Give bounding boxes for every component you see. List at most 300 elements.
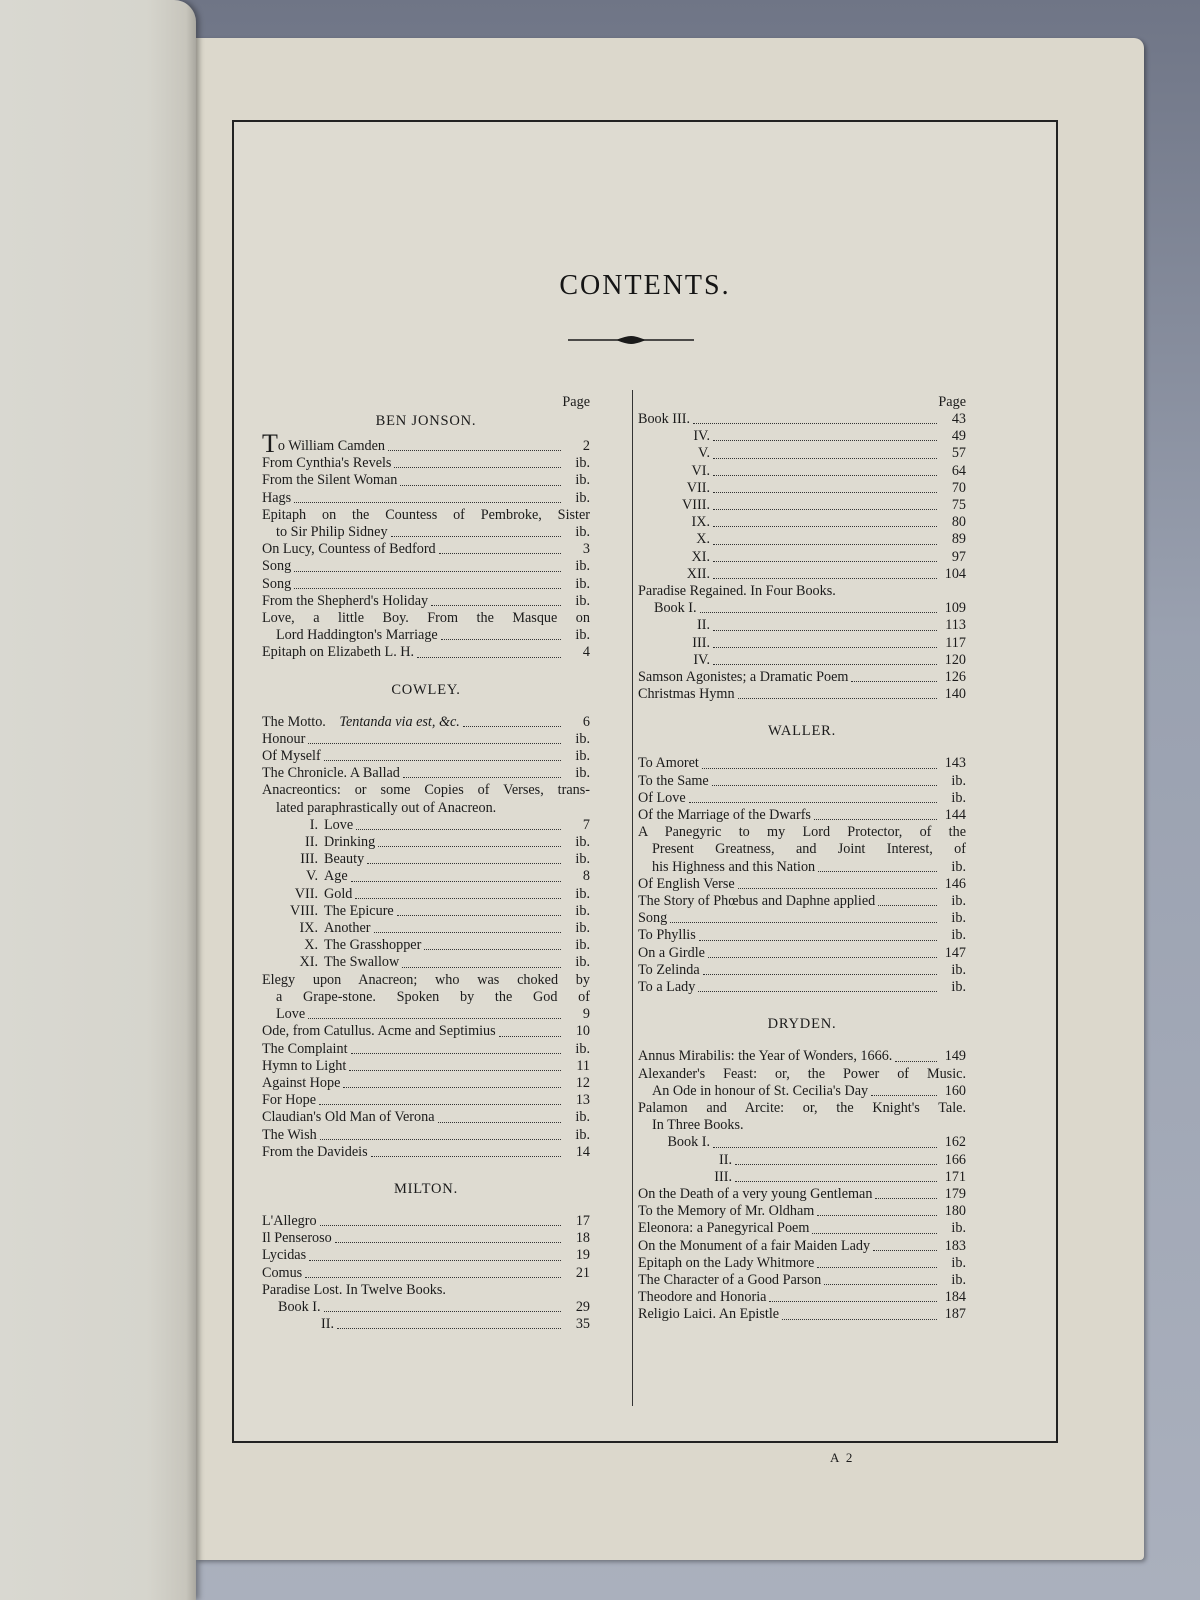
entry-page-number: 70: [951, 479, 966, 496]
dot-leader: [355, 895, 561, 899]
entry-title: Lycidas: [262, 1247, 307, 1264]
dot-leader: [735, 1161, 937, 1165]
entry-title-line: Love, a little Boy. From the Masque on: [262, 610, 590, 627]
dot-leader: [367, 860, 561, 864]
entry-title: III.: [692, 634, 710, 651]
entry-title: XII.: [686, 565, 710, 582]
toc-entry: [262, 920, 590, 937]
dot-leader: [294, 585, 561, 589]
contents-column-left: [262, 394, 590, 1333]
entry-page-number: ib.: [575, 748, 590, 765]
entry-title: V.: [698, 445, 710, 462]
page-title: CONTENTS.: [559, 270, 731, 301]
dot-leader: [878, 902, 937, 906]
entry-page-number: 109: [944, 600, 966, 617]
toc-entry: [262, 524, 590, 541]
entry-title: Epitaph on Elizabeth L. H.: [262, 644, 415, 661]
entry-title: L'Allegro: [262, 1212, 317, 1229]
entry-title: To Amoret: [638, 755, 699, 772]
entry-page-number: 162: [944, 1134, 966, 1151]
toc-entry: [262, 541, 590, 558]
entry-title: II.: [719, 1151, 732, 1168]
dot-leader: [698, 988, 937, 992]
toc-entry: [638, 1238, 966, 1255]
page-column-label: Page: [562, 394, 590, 410]
dot-leader: [713, 437, 937, 441]
toc-entry: [262, 1144, 590, 1161]
toc-entry: [262, 1299, 590, 1316]
entry-title: XI.: [691, 548, 710, 565]
entry-page-number: ib.: [575, 1109, 590, 1126]
entry-title: Christmas Hymn: [638, 686, 735, 703]
toc-entry: [262, 644, 590, 661]
dot-leader: [689, 799, 937, 803]
toc-entry: [262, 1127, 590, 1144]
roman-numeral: II.: [305, 834, 318, 851]
section-heading: MILTON.: [393, 1180, 458, 1197]
entry-title: From Cynthia's Revels: [262, 455, 392, 472]
entry-title-line: Epitaph on the Countess of Pembroke, Sister: [262, 506, 590, 523]
entry-title: IX.: [691, 514, 710, 531]
entry-page-number: ib.: [951, 961, 966, 978]
entry-title: To the Same: [638, 772, 709, 789]
entry-title: [262, 920, 371, 937]
dot-leader: [693, 420, 937, 424]
entry-page-number: 49: [951, 428, 966, 445]
toc-entry: [262, 472, 590, 489]
toc-entry: [262, 1075, 590, 1092]
toc-entry: [638, 945, 966, 962]
toc-entry: [638, 859, 966, 876]
toc-entry: [638, 463, 966, 480]
entry-title: To the Memory of Mr. Oldham: [638, 1203, 815, 1220]
entry-page-number: 183: [944, 1237, 966, 1254]
dot-leader: [308, 740, 561, 744]
entry-title: II.: [697, 617, 710, 634]
entry-title: The Wish: [262, 1126, 317, 1143]
entry-title: [262, 903, 394, 920]
toc-entry: [262, 1230, 590, 1247]
entry-title: Of Love: [638, 789, 686, 806]
toc-entry: [638, 1169, 966, 1186]
entry-title: Paradise Regained. In Four Books.: [638, 583, 836, 600]
entry-title-line: a Grape-stone. Spoken by the God of: [276, 988, 590, 1005]
toc-entry: [638, 514, 966, 531]
dot-leader: [441, 636, 561, 640]
entry-title: The Complaint: [262, 1040, 348, 1057]
page-column-label: Page: [938, 394, 966, 410]
dot-leader: [308, 1015, 561, 1019]
entry-title-text: The Swallow: [324, 954, 400, 971]
dot-leader: [702, 765, 937, 769]
dot-leader: [294, 499, 561, 503]
entry-title: To Phyllis: [638, 927, 696, 944]
roman-numeral: VIII.: [290, 902, 318, 919]
entry-page-number: 89: [951, 531, 966, 548]
toc-entry: [262, 937, 590, 954]
entry-title: Book III.: [638, 411, 691, 427]
column-divider: [632, 390, 633, 1406]
dot-leader: [394, 464, 561, 468]
entry-page-number: ib.: [951, 858, 966, 875]
section-heading: WALLER.: [767, 723, 837, 740]
toc-entry: [638, 1289, 966, 1306]
toc-entry: [262, 817, 590, 834]
dot-leader: [713, 472, 937, 476]
entry-title: [262, 817, 353, 834]
entry-page-number: ib.: [575, 455, 590, 472]
toc-entry: [638, 1083, 966, 1100]
entry-page-number: ib.: [575, 765, 590, 782]
entry-title: On the Monument of a fair Maiden Lady: [638, 1237, 871, 1254]
entry-page-number: ib.: [575, 920, 590, 937]
entry-page-number: 179: [944, 1185, 966, 1202]
entry-page-number: 8: [582, 868, 590, 885]
entry-title: VIII.: [682, 497, 710, 514]
toc-entry: [638, 893, 966, 910]
entry-page-number: ib.: [575, 1040, 590, 1057]
dot-leader: [735, 1178, 937, 1182]
entry-title: Epitaph on the Lady Whitmore: [638, 1254, 815, 1271]
entry-page-number: 104: [944, 565, 966, 582]
dot-leader: [438, 1119, 561, 1123]
dot-leader: [699, 937, 937, 941]
entry-page-number: ib.: [575, 472, 590, 489]
toc-entry: [638, 549, 966, 566]
dot-leader: [463, 723, 561, 727]
entry-title: Book I.: [278, 1298, 321, 1315]
roman-numeral: VII.: [294, 885, 318, 902]
entry-title-line: A Panegyric to my Lord Protector, of the: [638, 824, 966, 841]
entry-title-text: The Epicure: [324, 902, 394, 919]
toc-entry: [638, 962, 966, 979]
entry-title-line: lated paraphrastically out of Anacreon.: [276, 799, 497, 816]
entry-title: [262, 834, 375, 851]
entry-title-text: Gold: [324, 885, 353, 902]
dot-leader: [713, 1144, 937, 1148]
entry-page-number: 160: [944, 1082, 966, 1099]
entry-title-line: Alexander's Feast: or, the Power of Music.: [638, 1065, 966, 1082]
entry-title: On a Girdle: [638, 944, 705, 961]
toc-entry: [638, 1134, 966, 1151]
entry-title: Samson Agonistes; a Dramatic Poem: [638, 669, 849, 686]
dot-leader: [320, 1222, 561, 1226]
dot-leader: [356, 826, 561, 830]
entry-title: IV.: [693, 651, 710, 668]
entry-page-number: 35: [575, 1316, 590, 1333]
entry-title: Of Myself: [262, 748, 321, 765]
entry-page-number: ib.: [575, 489, 590, 506]
dot-leader: [818, 868, 937, 872]
dot-leader: [851, 678, 937, 682]
entry-title: Song: [262, 575, 292, 592]
entry-page-number: ib.: [951, 1254, 966, 1271]
entry-page-number: 187: [944, 1306, 966, 1323]
entry-title-text: Another: [324, 920, 371, 937]
toc-entry: [638, 531, 966, 548]
entry-page-number: ib.: [951, 1220, 966, 1237]
dot-leader: [712, 782, 937, 786]
toc-entry: [638, 876, 966, 893]
entry-title: Il Penseroso: [262, 1230, 332, 1247]
entry-title: [262, 868, 348, 885]
entry-title: IV.: [693, 428, 710, 445]
entry-page-number: 57: [951, 445, 966, 462]
toc-entry: [638, 790, 966, 807]
entry-title-line: Palamon and Arcite: or, the Knight's Tale.: [638, 1099, 966, 1116]
dot-leader: [431, 602, 561, 606]
entry-page-number: ib.: [575, 730, 590, 747]
entry-title: II.: [321, 1316, 334, 1333]
toc-entry: [638, 755, 966, 772]
entry-page-number: 80: [951, 514, 966, 531]
dot-leader: [817, 1264, 937, 1268]
dot-leader: [700, 609, 937, 613]
entry-title: The Character of a Good Parson: [638, 1271, 822, 1288]
entry-title: Comus: [262, 1264, 303, 1281]
dot-leader: [378, 843, 561, 847]
entry-title: [262, 429, 386, 458]
dot-leader: [439, 550, 561, 554]
toc-entry: [638, 669, 966, 686]
entry-title: Hags: [262, 489, 292, 506]
toc-entry: [262, 886, 590, 903]
toc-entry: [262, 714, 590, 731]
toc-entry: [638, 1152, 966, 1169]
toc-entry: [262, 558, 590, 575]
facing-page-left: [0, 0, 196, 1600]
dot-leader: [703, 971, 937, 975]
entry-title-text: Drinking: [324, 834, 376, 851]
roman-numeral: XI.: [299, 954, 318, 971]
toc-entry: [262, 1109, 590, 1126]
entry-page-number: 12: [575, 1074, 590, 1091]
entry-page-number: 3: [582, 541, 590, 558]
entry-page-number: 166: [944, 1151, 966, 1168]
entry-page-number: 13: [575, 1092, 590, 1109]
entry-title-line: Present Greatness, and Joint Interest, of: [652, 841, 966, 858]
entry-title: Hymn to Light: [262, 1057, 347, 1074]
entry-page-number: ib.: [575, 851, 590, 868]
entry-title: Eleonora: a Panegyrical Poem: [638, 1220, 810, 1237]
entry-page-number: 146: [944, 875, 966, 892]
entry-title-italic: Tentanda via est, &c.: [339, 713, 460, 730]
dot-leader: [343, 1084, 561, 1088]
entry-title: his Highness and this Nation: [652, 858, 816, 875]
dot-leader: [400, 482, 561, 486]
dot-leader: [424, 946, 561, 950]
toc-entry: [638, 1220, 966, 1237]
entry-page-number: 19: [575, 1247, 590, 1264]
entry-title: Book I.: [667, 1134, 710, 1151]
entry-page-number: 64: [951, 462, 966, 479]
entry-title: [262, 954, 399, 971]
dot-leader: [713, 506, 937, 510]
entry-page-number: 117: [945, 634, 966, 651]
dot-leader: [708, 954, 937, 958]
entry-page-number: 9: [582, 1006, 590, 1023]
signature-mark: A 2: [830, 1450, 855, 1465]
entry-title: The Motto. Tentanda via est, &c.: [262, 713, 460, 730]
toc-entry: [638, 807, 966, 824]
roman-numeral: IX.: [299, 920, 318, 937]
entry-title-text: Age: [324, 868, 348, 885]
entry-title: For Hope: [262, 1092, 316, 1109]
entry-title: to Sir Philip Sidney: [276, 524, 388, 541]
entry-page-number: ib.: [951, 927, 966, 944]
book-page: [196, 38, 1144, 1560]
toc-entry: [262, 731, 590, 748]
toc-entry: [638, 1255, 966, 1272]
drop-cap: T: [262, 429, 278, 458]
toc-entry: [262, 1006, 590, 1023]
toc-entry: [262, 576, 590, 593]
toc-entry: [638, 635, 966, 652]
toc-entry: [262, 834, 590, 851]
entry-title: On Lucy, Countess of Bedford: [262, 541, 436, 558]
entry-title-text: The Grasshopper: [324, 937, 422, 954]
entry-page-number: 29: [575, 1298, 590, 1315]
dot-leader: [713, 661, 937, 665]
entry-title: From the Davideis: [262, 1143, 368, 1160]
dot-leader: [499, 1033, 561, 1037]
dot-leader: [351, 1050, 561, 1054]
entry-title: On the Death of a very young Gentleman: [638, 1185, 873, 1202]
toc-entry: [262, 903, 590, 920]
dot-leader: [895, 1058, 937, 1062]
entry-title: VI.: [691, 462, 710, 479]
entry-page-number: 6: [582, 713, 590, 730]
entry-title: Song: [262, 558, 292, 575]
toc-entry: [638, 411, 966, 428]
entry-title: To Zelinda: [638, 961, 700, 978]
entry-page-number: ib.: [575, 592, 590, 609]
entry-title: From the Silent Woman: [262, 472, 398, 489]
dot-leader: [337, 1325, 561, 1329]
dot-leader: [713, 541, 937, 545]
entry-page-number: 7: [582, 816, 590, 833]
section-heading: BEN JONSON.: [375, 413, 477, 429]
dot-leader: [824, 1281, 937, 1285]
entry-page-number: ib.: [575, 627, 590, 644]
entry-page-number: 180: [944, 1203, 966, 1220]
entry-page-number: ib.: [575, 885, 590, 902]
toc-entry: [638, 652, 966, 669]
dot-leader: [738, 885, 937, 889]
entry-title-line: Elegy upon Anacreon; who was choked by: [262, 971, 590, 988]
entry-page-number: 184: [944, 1289, 966, 1306]
toc-entry: [638, 445, 966, 462]
entry-page-number: ib.: [575, 575, 590, 592]
entry-page-number: ib.: [575, 524, 590, 541]
entry-page-number: ib.: [951, 789, 966, 806]
dot-leader: [713, 575, 937, 579]
entry-page-number: 147: [944, 944, 966, 961]
toc-entry: [638, 583, 966, 600]
dot-leader: [713, 455, 937, 459]
entry-page-number: 149: [944, 1048, 966, 1065]
entry-title: X.: [696, 531, 710, 548]
toc-entry: [262, 1213, 590, 1230]
entry-title: Religio Laici. An Epistle: [638, 1306, 780, 1323]
entry-title: Book I.: [654, 600, 697, 617]
toc-entry: [638, 979, 966, 996]
entry-title-text: Beauty: [324, 851, 365, 868]
toc-entry: [262, 748, 590, 765]
entry-title: Honour: [262, 730, 306, 747]
toc-entry: [638, 600, 966, 617]
roman-numeral: V.: [306, 868, 318, 885]
entry-page-number: 113: [945, 617, 966, 634]
dot-leader: [713, 644, 937, 648]
entry-title: The Story of Phœbus and Daphne applied: [638, 893, 876, 910]
dot-leader: [738, 695, 937, 699]
entry-title: Theodore and Honoria: [638, 1289, 767, 1306]
dot-leader: [713, 489, 937, 493]
toc-entry: [638, 617, 966, 634]
entry-page-number: ib.: [951, 772, 966, 789]
entry-page-number: 10: [575, 1023, 590, 1040]
entry-title: From the Shepherd's Holiday: [262, 592, 429, 609]
toc-entry: [262, 490, 590, 507]
contents-column-right: [638, 394, 966, 1324]
entry-page-number: 4: [582, 644, 590, 661]
entry-page-number: 126: [944, 669, 966, 686]
entry-title-text: Love: [324, 816, 354, 833]
roman-numeral: I.: [309, 816, 318, 833]
toc-entry: [262, 851, 590, 868]
entry-title: The Chronicle. A Ballad: [262, 765, 400, 782]
dot-leader: [388, 447, 561, 451]
toc-entry: [262, 593, 590, 610]
entry-page-number: ib.: [951, 1271, 966, 1288]
entry-page-number: 75: [951, 497, 966, 514]
entry-title-line: In Three Books.: [652, 1117, 744, 1134]
entry-title: Song: [638, 910, 668, 927]
entry-title: Love: [276, 1006, 306, 1023]
toc-entry: [638, 1203, 966, 1220]
section-heading: COWLEY.: [391, 681, 461, 698]
dot-leader: [374, 929, 562, 933]
dot-leader: [324, 757, 561, 761]
entry-page-number: 17: [575, 1212, 590, 1229]
dot-leader: [320, 1136, 561, 1140]
entry-title: Lord Haddington's Marriage: [276, 627, 438, 644]
dot-leader: [713, 627, 937, 631]
toc-entry: [262, 1092, 590, 1109]
roman-numeral: III.: [300, 851, 318, 868]
dot-leader: [324, 1308, 561, 1312]
dot-leader: [782, 1316, 937, 1320]
toc-entry: [638, 773, 966, 790]
toc-entry: [262, 1023, 590, 1040]
entry-page-number: 120: [944, 651, 966, 668]
dot-leader: [812, 1230, 937, 1234]
entry-title: Paradise Lost. In Twelve Books.: [262, 1281, 446, 1298]
toc-entry: [638, 686, 966, 703]
toc-entry: [262, 455, 590, 472]
entry-page-number: ib.: [575, 902, 590, 919]
entry-title: III.: [714, 1168, 732, 1185]
toc-entry: [638, 910, 966, 927]
dot-leader: [875, 1195, 937, 1199]
entry-page-number: ib.: [951, 979, 966, 996]
entry-title: [262, 886, 352, 903]
entry-page-number: 2: [582, 438, 590, 454]
toc-entry: [262, 1282, 590, 1299]
toc-entry: [638, 428, 966, 445]
toc-entry: [262, 1041, 590, 1058]
